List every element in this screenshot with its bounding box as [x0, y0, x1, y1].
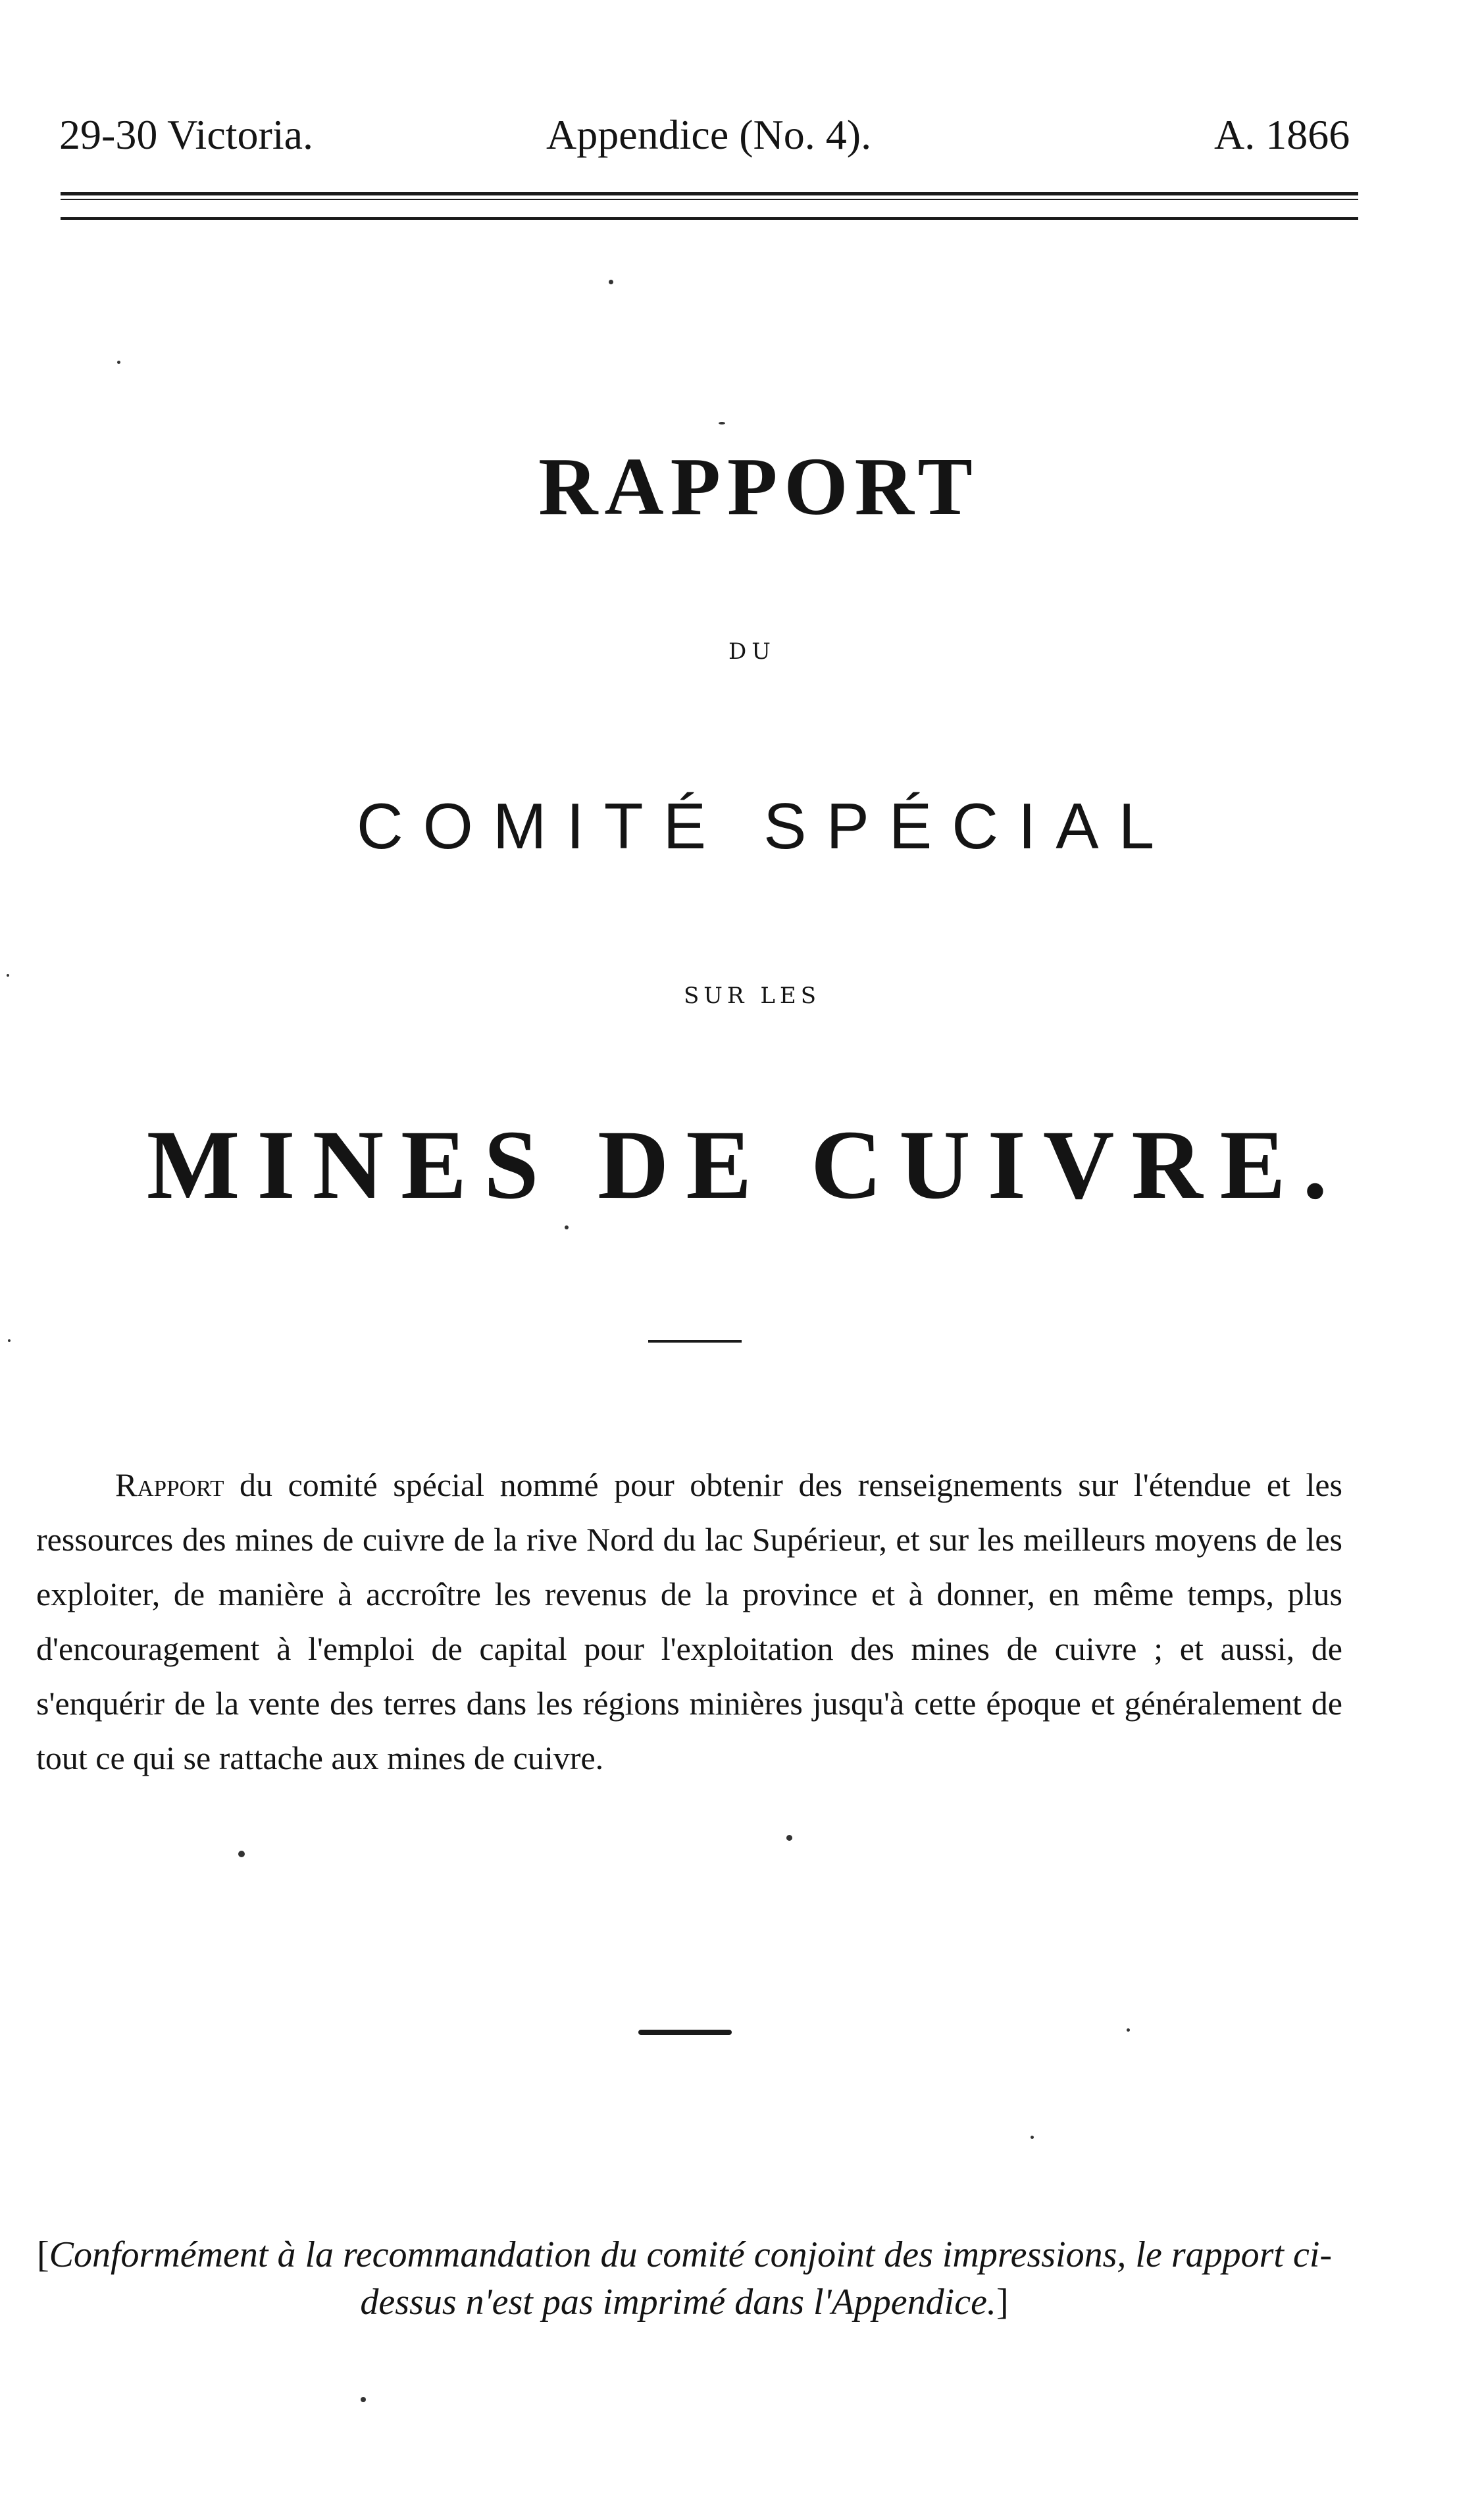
- scan-speck: [7, 974, 9, 977]
- scan-speck: [609, 280, 613, 284]
- scan-speck: [117, 361, 120, 364]
- header-session: 29-30 Victoria.: [59, 111, 313, 158]
- footnote-close-bracket: ]: [996, 2282, 1009, 2323]
- scan-speck: [1031, 2136, 1034, 2139]
- footnote-text: Conformément à la recommandation du comité conjoint des impressions, le rapport ci-dessus n'est pas imprimé dans l'Appendice.: [49, 2234, 1333, 2323]
- header-rule-top: [61, 192, 1358, 195]
- footnote-open-bracket: [: [36, 2234, 49, 2275]
- footnote: [26, 2231, 1342, 2326]
- header-appendix: Appendice (No. 4).: [546, 111, 872, 158]
- paragraph-text: du comité spécial nommé pour obtenir des renseignements sur l'étendue et les ressources des mines de cuivre de la rive Nord du lac Supérieur, et sur les meilleurs moyens de les exploiter, de manière à accroître les revenus de la province et à donner, en même temps, plus d'encouragement à l'emploi de capital pour l'exploitation des mines de cuivre ; et aussi, de s'enquérir de la vente des terres dans les régions minières jusqu'à cette époque et généralement de tout ce qui se rattache aux mines de cuivre.: [36, 1466, 1342, 1776]
- scan-speck: [719, 422, 725, 424]
- report-paragraph: [36, 1458, 1342, 1786]
- scan-speck: [8, 1339, 11, 1342]
- section-divider: [648, 1340, 742, 1343]
- title-mines-de-cuivre: MINES DE CUIVRE.: [146, 1110, 1345, 1220]
- scan-speck: [786, 1835, 792, 1841]
- scan-speck: [1127, 2028, 1130, 2032]
- header-rule-middle: [61, 199, 1358, 200]
- title-sur-les: SUR LES: [683, 983, 821, 1009]
- lead-word: Rapport: [115, 1466, 224, 1503]
- scan-speck: [238, 1851, 245, 1857]
- section-divider-2: [638, 2030, 732, 2035]
- scan-speck: [361, 2397, 366, 2402]
- title-du: DU: [728, 638, 776, 665]
- title-rapport: RAPPORT: [538, 442, 979, 532]
- title-comite-special: COMITÉ SPÉCIAL: [356, 790, 1175, 862]
- scan-speck: [565, 1225, 569, 1229]
- header-rule-bottom: [61, 217, 1358, 220]
- header-year: A. 1866: [1214, 111, 1350, 158]
